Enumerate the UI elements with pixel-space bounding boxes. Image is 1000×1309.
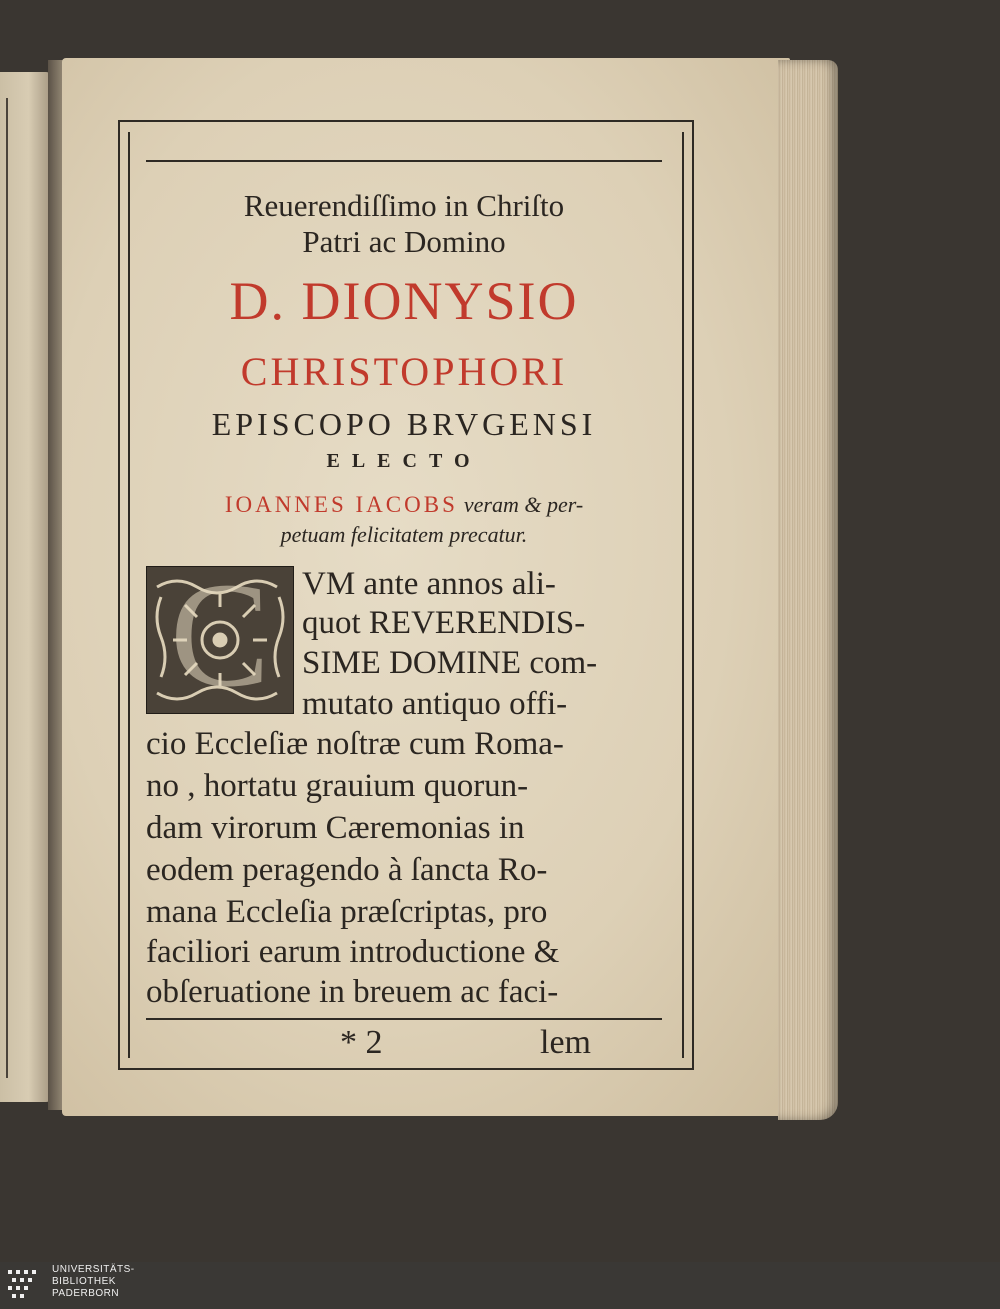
library-logo-icon — [4, 1266, 44, 1306]
body-line-3: SIME DOMINE com- — [302, 645, 598, 681]
library-footer — [0, 1262, 1000, 1309]
decorated-initial — [146, 566, 294, 714]
body-line-1: VM ante annos ali- — [302, 566, 556, 602]
body-line-4: mutato antiquo offi- — [302, 686, 568, 722]
heading-dedicatee-name: D. DIONYSIO — [229, 271, 579, 331]
heading-dedicatee-surname: CHRISTOPHORI — [240, 349, 568, 394]
heading-title: EPISCOPO BRVGENSI — [211, 406, 597, 442]
heading-elect: ELECTO — [326, 450, 482, 472]
heading-author-line — [150, 492, 658, 519]
initial-letter: C — [169, 567, 271, 713]
left-page-fragment — [0, 72, 52, 1102]
body-line-7: dam virorum Cæremonias in — [146, 810, 525, 846]
body-line-10: faciliori earum introductione & — [146, 934, 560, 970]
body-line-11: obſeruatione in breuem ac faci- — [146, 974, 559, 1010]
heading-line-1: Reuerendiſſimo in Chriſto — [243, 188, 565, 223]
top-rule — [146, 160, 662, 162]
page-edges — [778, 60, 838, 1120]
heading-line-2: Patri ac Domino — [302, 224, 506, 259]
library-name-line-1: UNIVERSITÄTS- — [52, 1264, 135, 1275]
body-line-9: mana Eccleſia præſcriptas, pro — [146, 894, 548, 930]
library-name-line-2: BIBLIOTHEK — [52, 1276, 116, 1287]
body-line-2: quot REVERENDIS- — [302, 605, 586, 641]
greeting-start: veram & per- — [463, 492, 584, 517]
body-line-8: eodem peragendo à ſancta Ro- — [146, 852, 548, 888]
library-name-line-3: PADERBORN — [52, 1288, 120, 1299]
greeting-end: petuam felicitatem precatur. — [280, 522, 528, 547]
body-line-5: cio Eccleſiæ noſtræ cum Roma- — [146, 726, 564, 762]
signature-mark: * 2 — [340, 1024, 383, 1061]
ornament-icon — [147, 567, 293, 713]
author-name: IOANNES IACOBS — [224, 492, 458, 517]
catchword: lem — [540, 1024, 591, 1061]
bottom-rule — [146, 1018, 662, 1020]
body-line-6: no , hortatu grauium quorun- — [146, 768, 529, 804]
